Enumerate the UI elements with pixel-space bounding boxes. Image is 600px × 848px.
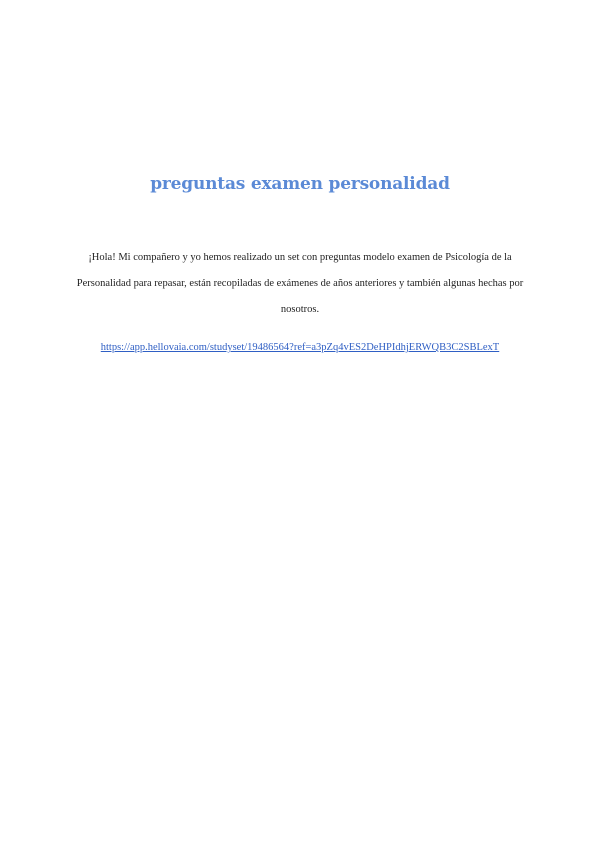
studyset-link-line	[0, 342, 600, 353]
studyset-link[interactable]: https://app.hellovaia.com/studyset/19486564?ref=a3pZq4vES2DeHPIdhjERWQB3C2SBLexT	[100, 342, 500, 353]
intro-paragraph: ¡Hola! Mi compañero y yo hemos realizado un set con preguntas modelo examen de Psicología de la Personalidad para repasar, están recopiladas de exámenes de años anteriores y también algunas hechas por nosotros.	[76, 252, 524, 315]
document-title: preguntas examen personalidad	[150, 174, 450, 194]
